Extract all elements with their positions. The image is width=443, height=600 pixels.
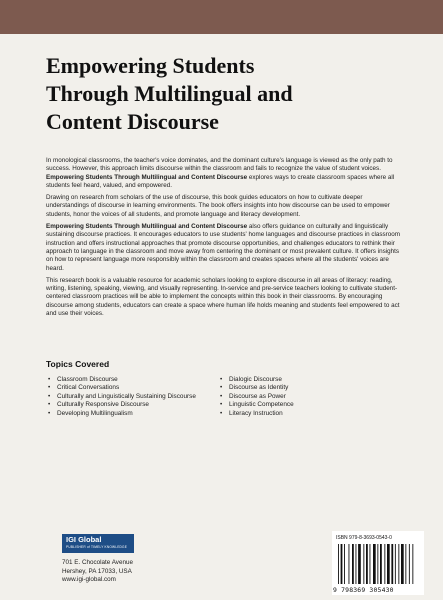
topic-item: • Developing Multilingualism xyxy=(48,410,218,418)
paragraph-text: In monological classrooms, the teacher's voice dominates, and the dominant culture's language is viewed as the only path to success. However, this approach limits discourse within the classroom and fails to recognize the value of student voices. xyxy=(46,157,393,173)
book-title xyxy=(46,52,406,136)
barcode-bar xyxy=(395,544,396,584)
barcode-bar xyxy=(356,544,357,584)
topics-list-left xyxy=(48,376,218,418)
publisher-logo xyxy=(62,534,134,553)
barcode-panel xyxy=(332,531,424,595)
title-line-3: Content Discourse xyxy=(46,109,219,134)
barcode-bar xyxy=(409,544,410,584)
paragraph-text: also offers guidance on culturally and linguistically sustaining discourse practices. It encourages educators to use students' home languages and discourse practices in classroom instruction and offers instructional approaches that promote discourse opportunities, and challenges educators to rethink their approach to language in the classroom and move away from centering the dominant or most prevalent culture. It offers insights on how to represent language more responsibly within the classroom and creates spaces where all the students' voices are heard. xyxy=(46,223,401,272)
barcode-bar xyxy=(377,544,378,584)
topic-item: • Culturally Responsive Discourse xyxy=(48,401,218,409)
barcode-bar xyxy=(405,544,406,584)
barcode-bar xyxy=(344,544,345,584)
topic-item: • Dialogic Discourse xyxy=(220,376,390,384)
barcode-bar xyxy=(341,544,343,584)
publisher-tagline: PUBLISHER of TIMELY KNOWLEDGE xyxy=(66,545,128,549)
barcode-bar xyxy=(398,544,399,584)
topic-item: • Classroom Discourse xyxy=(48,376,218,384)
publisher-logo-text: IGI Global xyxy=(66,535,102,544)
barcode-bar xyxy=(363,544,364,584)
description-paragraph-2: Drawing on research from scholars of the use of discourse, this book guides educators on how to cultivate deeper understandings of discourse in learning environments. The book offers insights into how discourse can be used to empower students, honor the voices of all students, and promote language and literacy development. xyxy=(46,194,390,218)
barcode-bar xyxy=(384,544,385,584)
barcode-bar xyxy=(358,544,361,584)
barcode-bar xyxy=(401,544,404,584)
topic-item: • Linguistic Competence xyxy=(220,401,390,409)
barcode-bar xyxy=(352,544,354,584)
description-paragraph-4: This research book is a valuable resource for academic scholars looking to explore discourse in all areas of literacy: reading, writing, listening, speaking, viewing, and visually representing. In-service and pre-service teachers looking to cultivate student-centered classroom practices will be able to implement the concepts within this book in their classrooms. By encouraging discourse among students, educators can create a space where human life holds meaning and students feel empowered to act and use their voices. xyxy=(46,276,400,318)
description-paragraph-1 xyxy=(46,157,406,190)
barcode-icon xyxy=(334,544,422,584)
topics-list-right xyxy=(220,376,390,418)
barcode-bar xyxy=(338,544,339,584)
title-line-2: Through Multilingual and xyxy=(46,81,293,106)
barcode-bar xyxy=(366,544,368,584)
paragraph-text: explores ways to create classroom spaces where all students feel heard, valued, and empowered. xyxy=(46,173,395,189)
title-line-1: Empowering Students xyxy=(46,53,255,78)
barcode-bar xyxy=(349,544,350,584)
top-color-band xyxy=(0,0,443,34)
isbn-text: ISBN 979-8-3693-0543-0 xyxy=(336,535,392,541)
address-line: Hershey, PA 17033, USA xyxy=(62,567,132,575)
publisher-website-link[interactable]: www.igi-global.com xyxy=(62,576,116,584)
barcode-bar xyxy=(380,544,382,584)
barcode-bar xyxy=(370,544,371,584)
barcode-bar xyxy=(391,544,393,584)
book-title-inline: Empowering Students Through Multilingual and Content Discourse xyxy=(46,173,248,181)
topic-item: • Literacy Instruction xyxy=(220,410,390,418)
topic-item: • Critical Conversations xyxy=(48,384,218,392)
description-paragraph-3 xyxy=(46,223,406,273)
barcode-number: 9 798369 305430 xyxy=(333,586,394,594)
publisher-address xyxy=(62,559,133,585)
topic-item: • Discourse as Identity xyxy=(220,384,390,392)
topic-item: • Discourse as Power xyxy=(220,393,390,401)
address-line: 701 E. Chocolate Avenue xyxy=(62,559,133,566)
topics-heading: Topics Covered xyxy=(46,359,110,369)
barcode-bar xyxy=(412,544,413,584)
topic-item: • Culturally and Linguistically Sustaining Discourse xyxy=(48,393,218,401)
book-description xyxy=(46,157,406,322)
barcode-bar xyxy=(373,544,376,584)
book-title-inline: Empowering Students Through Multilingual and Content Discourse xyxy=(46,223,248,231)
barcode-bar xyxy=(387,544,390,584)
